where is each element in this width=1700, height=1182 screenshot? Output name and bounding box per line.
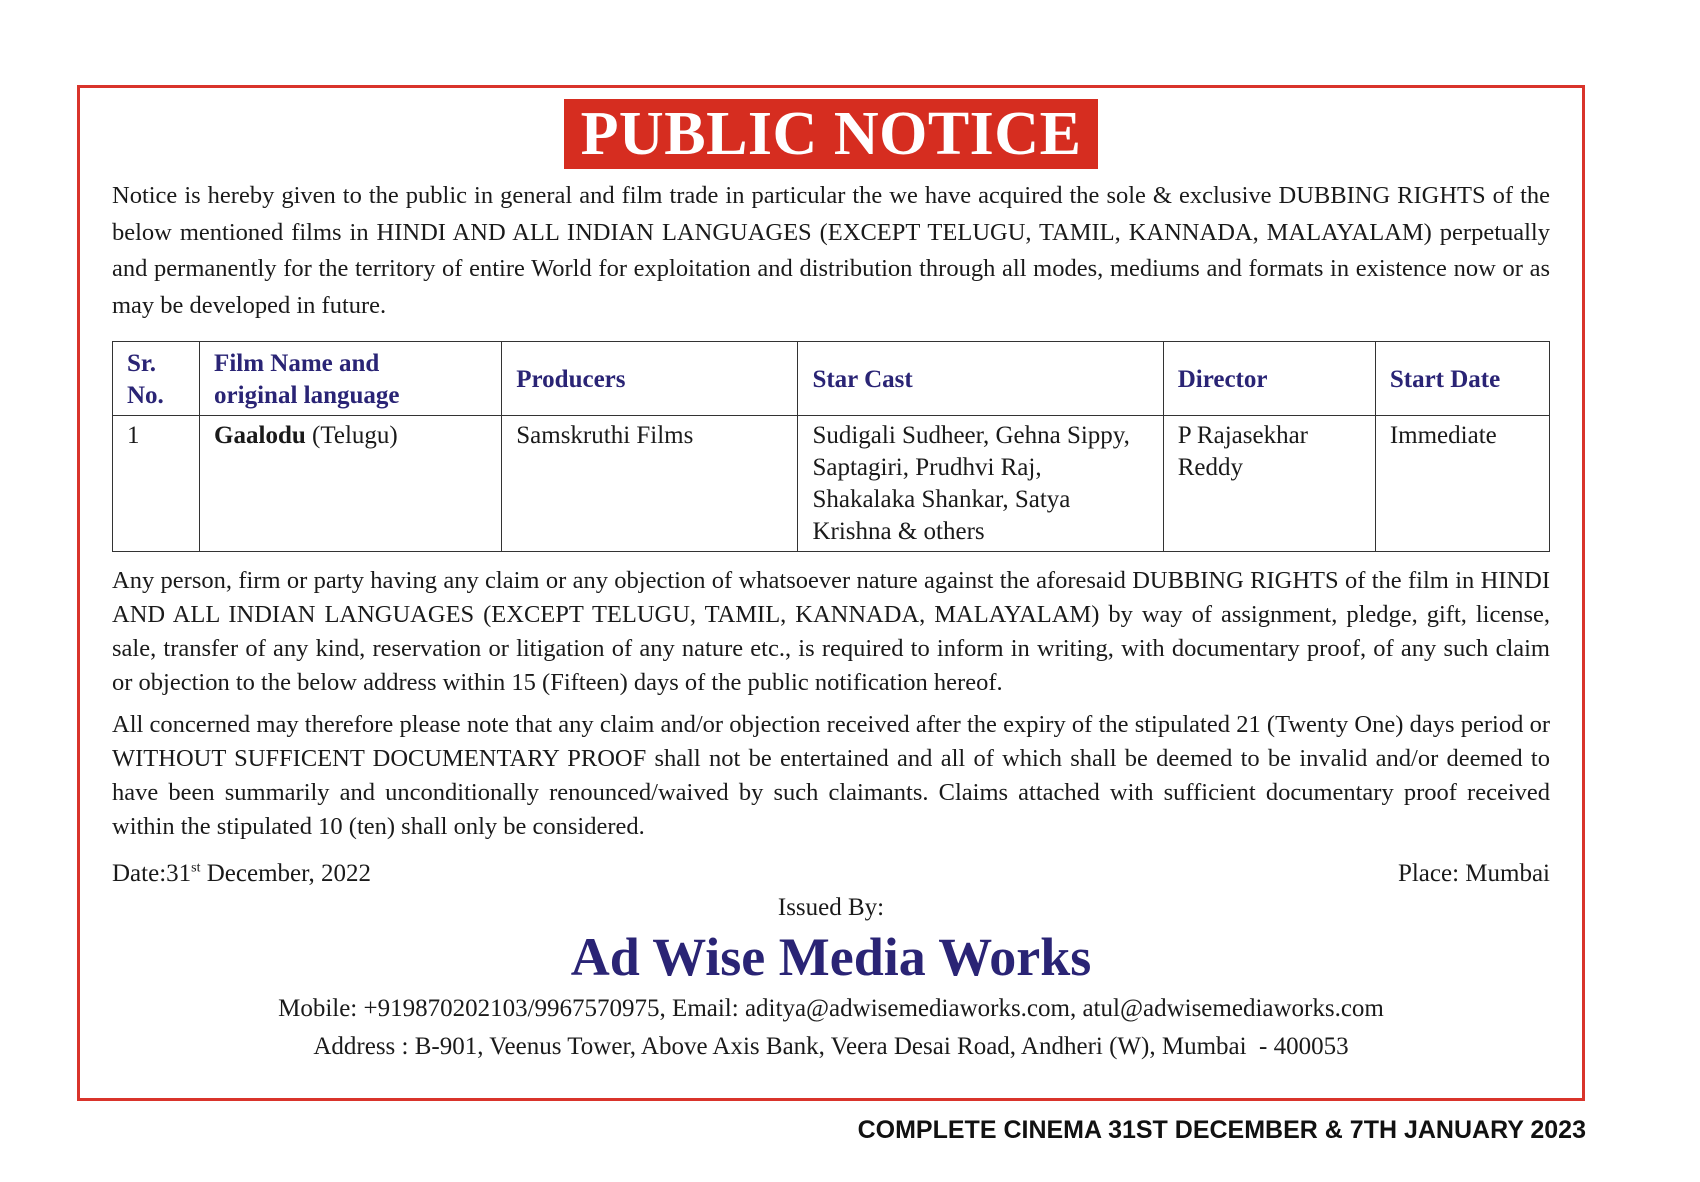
date-place-row [112, 859, 1550, 889]
cell-producers: Samskruthi Films [502, 416, 798, 552]
notice-frame [77, 85, 1585, 1101]
intro-paragraph: Notice is hereby given to the public in general and film trade in particular the we have acquired the sole & exclusive DUBBING RIGHTS of the below mentioned films in HINDI AND ALL INDIAN LANGUAGES (EXCEPT TELUGU, TAMIL, KANNADA, MALAYALAM) perpetually and permanently for the territory of entire World for exploitation and distribution through all modes, mediums and formats in existence now or as may be developed in future. [112, 182, 1550, 319]
header-film-name: Film Name and original language [200, 342, 502, 416]
header-start-date: Start Date [1375, 342, 1549, 416]
header-sr-no: Sr. No. [113, 342, 200, 416]
notice-content [112, 178, 1550, 1066]
notice-place: Place: Mumbai [1397, 860, 1550, 887]
issued-by: Issued By: [777, 894, 885, 921]
title-wrap [80, 99, 1582, 169]
cell-director: P Rajasekhar Reddy [1163, 416, 1375, 552]
cell-star-cast: Sudigali Sudheer, Gehna Sippy, Saptagiri, Prudhvi Raj, Shakalaka Shankar, Satya Krishna & others [798, 416, 1163, 552]
publication-footer: COMPLETE CINEMA 31ST DECEMBER & 7TH JANUARY 2023 [857, 1116, 1586, 1144]
film-title: Gaalodu [214, 422, 306, 449]
contact-line: Mobile: +919870202103/9967570975, Email: aditya@adwisemediaworks.com, atul@adwisemediaworks.com [278, 995, 1384, 1022]
header-star-cast: Star Cast [798, 342, 1163, 416]
cell-film-name [200, 416, 502, 552]
notice-title: PUBLIC NOTICE [564, 99, 1099, 169]
table-header-row [113, 342, 1550, 416]
address-line: Address : B-901, Veenus Tower, Above Axis Bank, Veera Desai Road, Andheri (W), Mumbai - 400053 [313, 1033, 1349, 1060]
film-language: (Telugu) [312, 422, 398, 449]
films-table [112, 341, 1550, 552]
cell-start-date: Immediate [1375, 416, 1549, 552]
cell-sr-no: 1 [113, 416, 200, 552]
company-name: Ad Wise Media Works [570, 927, 1092, 987]
header-director: Director [1163, 342, 1375, 416]
concerned-paragraph: All concerned may therefore please note that any claim and/or objection received after the expiry of the stipulated 21 (Twenty One) days period or WITHOUT SUFFICENT DOCUMENTARY PROOF shall not be entertained and all of which shall be deemed to be invalid and/or deemed to have been summarily and unconditionally renounced/waived by such claimants. Claims attached with sufficient documentary proof received within the stipulated 10 (ten) shall only be considered. [112, 711, 1550, 840]
table-row [113, 416, 1550, 552]
claim-paragraph: Any person, firm or party having any claim or any objection of whatsoever nature against the aforesaid DUBBING RIGHTS of the film in HINDI AND ALL INDIAN LANGUAGES (EXCEPT TELUGU, TAMIL, KANNADA, MALAYALAM) by way of assignment, pledge, gift, license, sale, transfer of any kind, reservation or litigation of any nature etc., is required to inform in writing, with documentary proof, of any such claim or objection to the below address within 15 (Fifteen) days of the public notification hereof. [112, 567, 1550, 696]
notice-date: Date:31st December, 2022 [112, 860, 371, 887]
header-producers: Producers [502, 342, 798, 416]
